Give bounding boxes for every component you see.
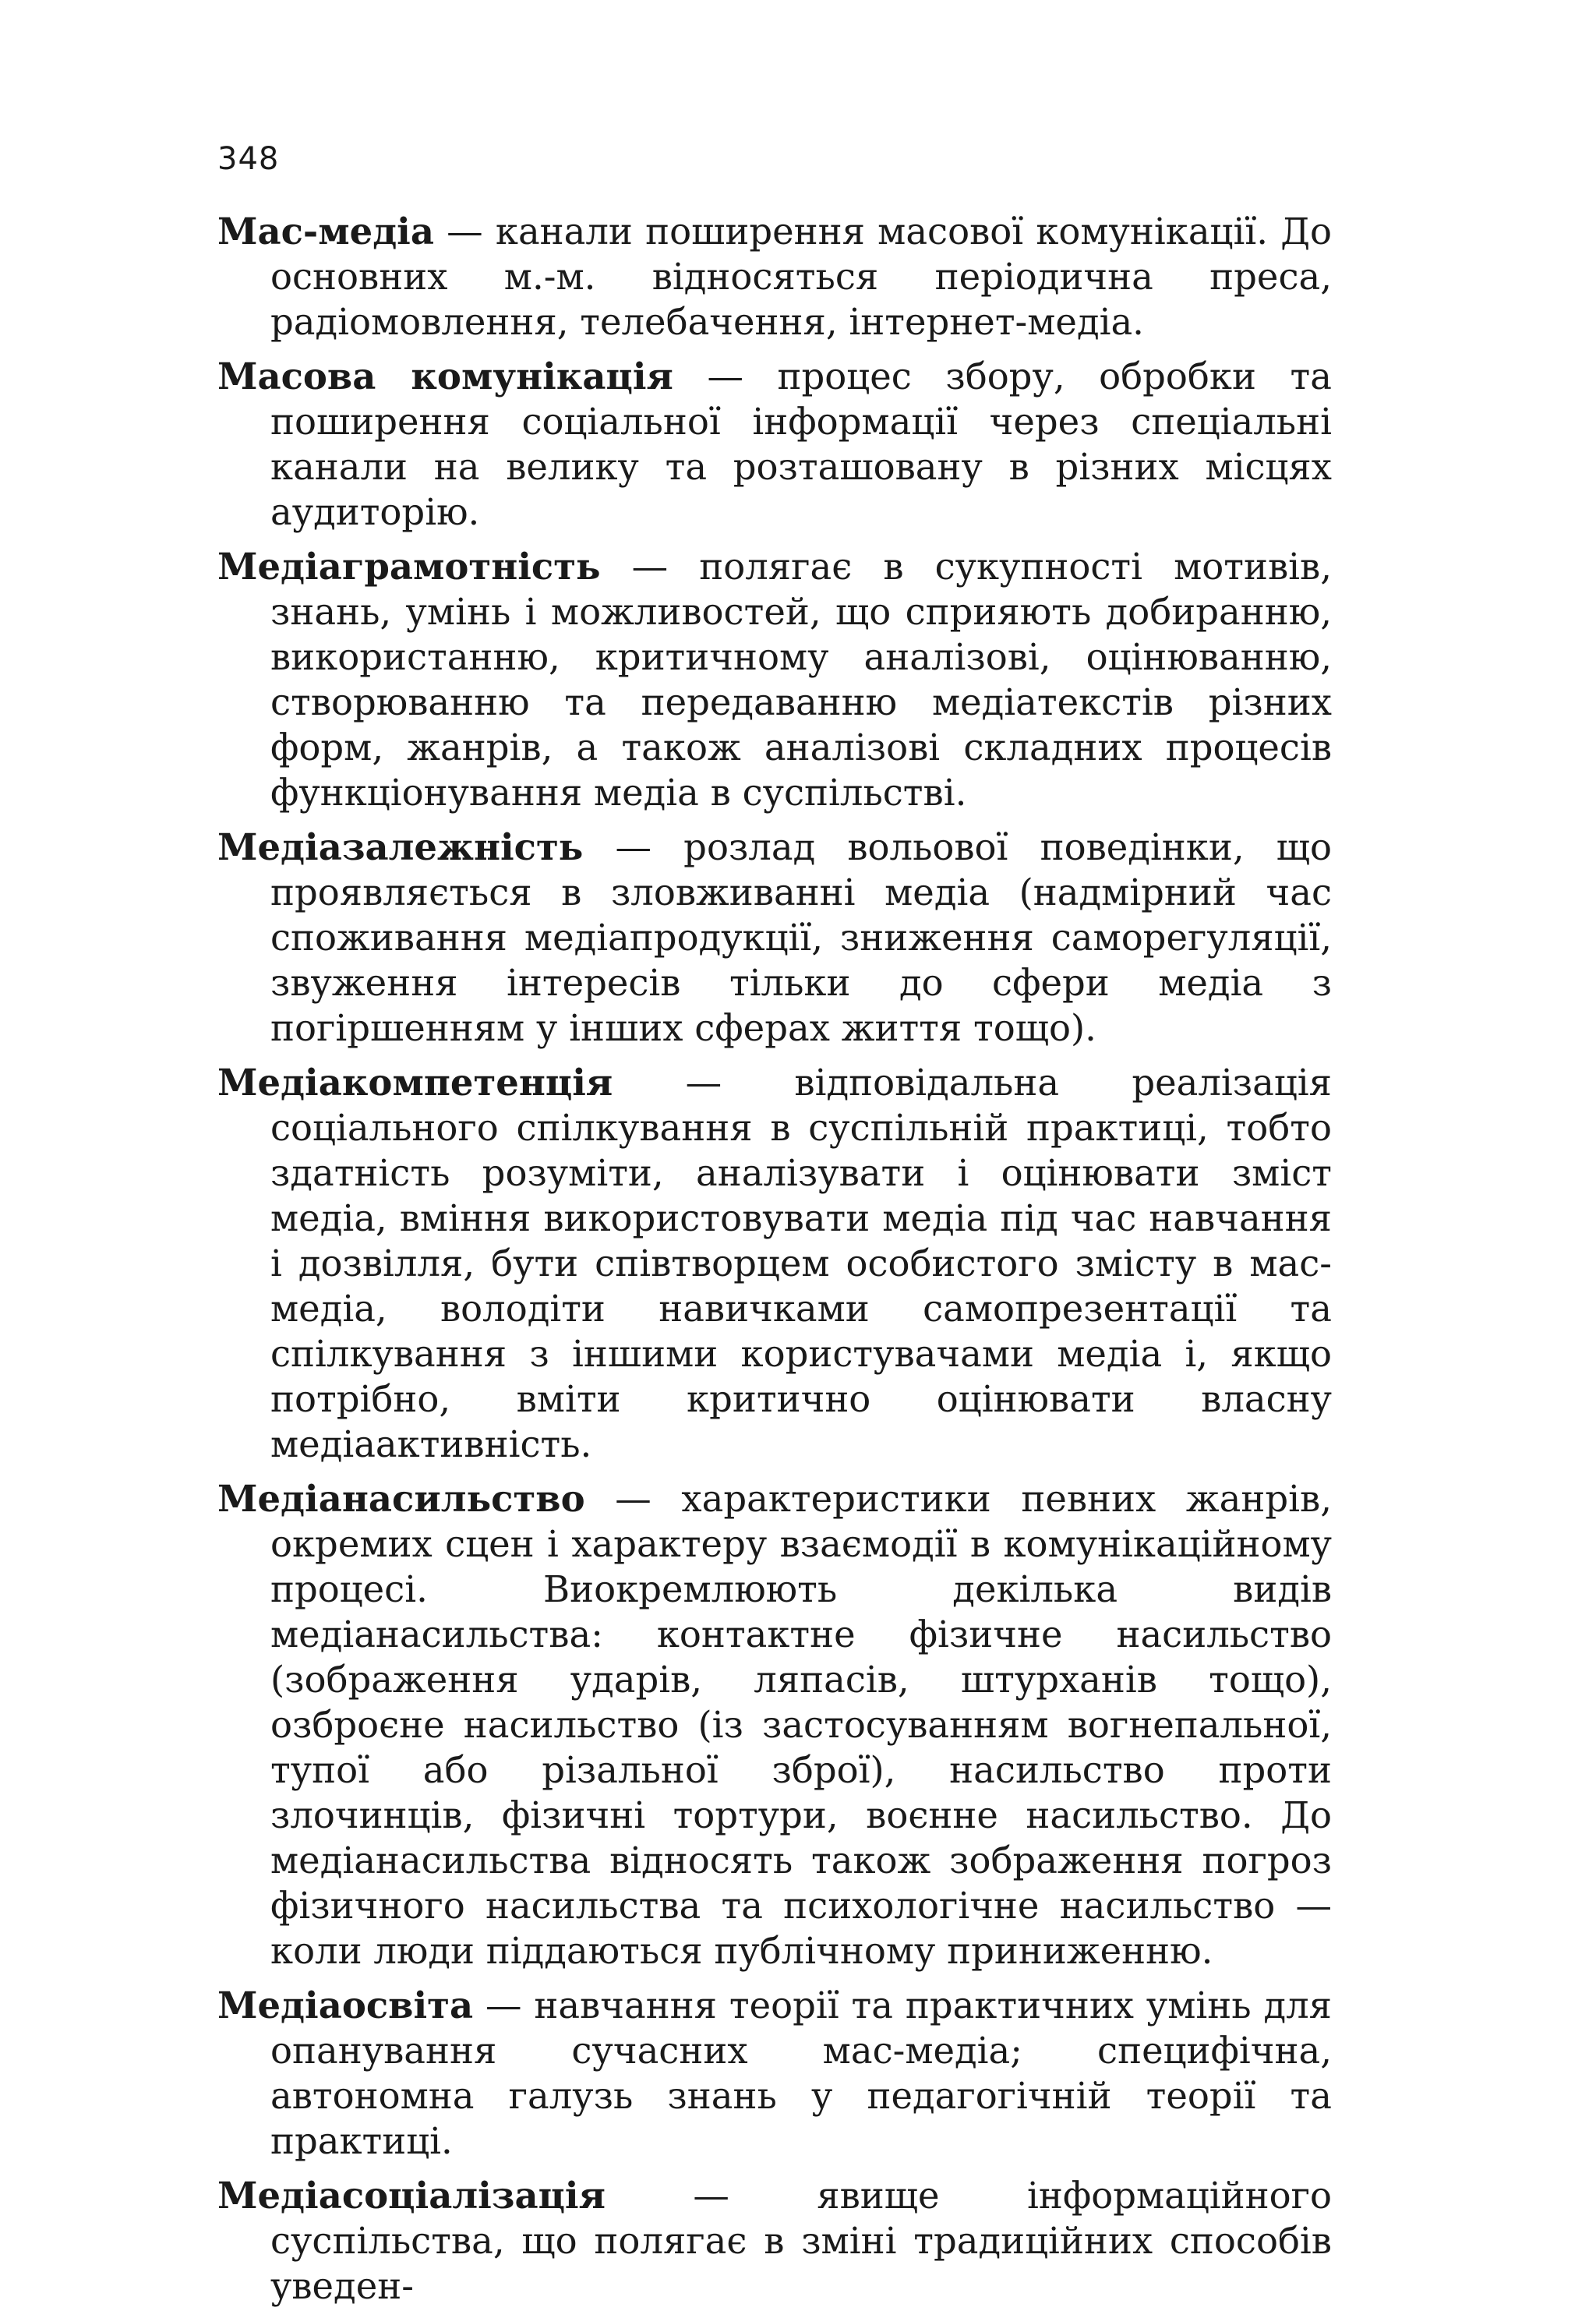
glossary-entry [217, 544, 1332, 815]
glossary-term: Масова комунікація [217, 355, 673, 398]
glossary-entry [217, 1060, 1332, 1467]
glossary-entry [217, 1476, 1332, 1973]
glossary-entry [217, 2173, 1332, 2309]
glossary-definition: — розлад вольової поведінки, що проявляється в зловживанні медіа (надмірний час споживання медіапродукції, зниження саморегуляції, звуження інтересів тільки до сфери медіа з погіршенням у інших сферах життя тощо). [270, 826, 1332, 1049]
glossary-term: Медіаосвіта [217, 1984, 474, 2026]
glossary-definition: — явище інформаційного суспільства, що полягає в зміні традиційних способів уведен- [270, 2175, 1332, 2307]
glossary-entry [217, 209, 1332, 345]
glossary-definition: — процес збору, обробки та поширення соціальної інформації через спеціальні канали на велику та розташовану в різних місцях аудиторію. [270, 355, 1332, 533]
glossary-entry [217, 354, 1332, 535]
glossary-definition: — відповідальна реалізація соціального спілкування в суспільній практиці, тобто здатність розуміти, аналізувати і оцінювати зміст медіа, вміння використовувати медіа під час навчання і дозвілля, бути співтворцем особистого змісту в мас-медіа, володіти навичками самопрезентації та спілкування з іншими користувачами медіа і, якщо потрібно, вміти критично оцінювати власну медіаактивність. [270, 1062, 1332, 1465]
glossary-term: Медіасоціалізація [217, 2174, 606, 2217]
glossary-entry [217, 1983, 1332, 2164]
glossary-definition: — канали поширення масової комунікації. До основних м.-м. відносяться періодична преса, радіомовлення, телебачення, інтернет-медіа. [270, 210, 1332, 343]
glossary-definition: — навчання теорії та практичних умінь для опанування сучасних мас-медіа; специфічна, автономна галузь знань у педагогічній теорії та практиці. [270, 1984, 1332, 2162]
glossary-term: Медіакомпетенція [217, 1061, 613, 1104]
glossary-term: Медіанасильство [217, 1477, 585, 1520]
glossary-definition: — полягає в сукупності мотивів, знань, умінь і можливостей, що сприяють добиранню, використанню, критичному аналізові, оцінюванню, створюванню та передаванню медіатекстів різних форм, жанрів, а також аналізові складних процесів функціонування медіа в суспільстві. [270, 546, 1332, 814]
glossary-text [217, 209, 1332, 2318]
glossary-term: Медіазалежність [217, 825, 584, 868]
glossary-definition: — характеристики певних жанрів, окремих сцен і характеру взаємодії в комунікаційному процесі. Виокремлюють декілька видів медіанасильства: контактне фізичне насильство (зображення ударів, ляпасів, штурханів тощо), озброєне насильство (із застосуванням вогнепальної, тупої або різальної зброї), насильство проти злочинців, фізичні тортури, воєнне насильство. До медіанасильства відносять також зображення погроз фізичного насильства та психологічне насильство — коли люди піддаються публічному приниженню. [270, 1478, 1332, 1972]
glossary-term: Медіаграмотність [217, 545, 601, 588]
glossary-term: Мас-медіа [217, 210, 434, 253]
glossary-entry [217, 825, 1332, 1051]
page-number: 348 [217, 141, 280, 177]
